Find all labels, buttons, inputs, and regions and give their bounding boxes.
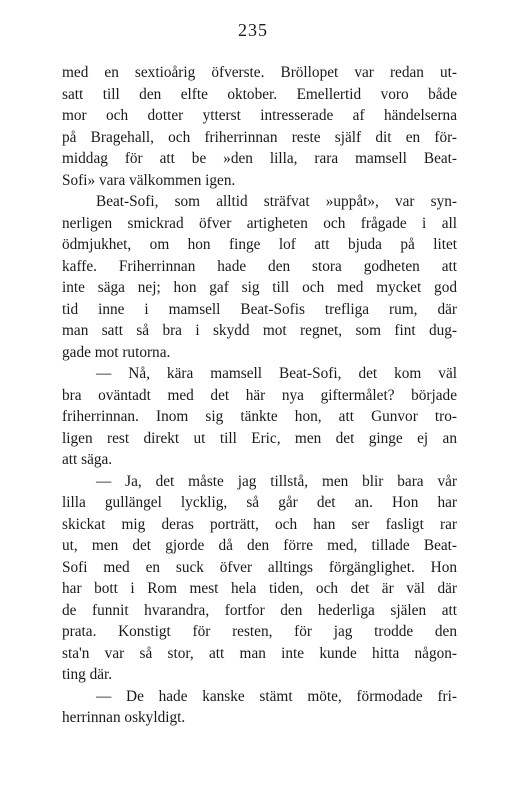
text-line: mor och dotter ytterst intresserade af händelserna xyxy=(62,107,457,124)
text-line: med en sextioårig öfverste. Bröllopet var redan ut- xyxy=(62,64,457,81)
text-line: de funnit hvarandra, fortfor den hederliga själen att xyxy=(62,601,457,619)
text-line: ligen rest direkt ut till Eric, men det ginge ej an xyxy=(62,429,457,447)
text-line: har bott i Rom mest hela tiden, och det är väl där xyxy=(62,580,457,597)
text-line: friherrinnan. Inom sig tänkte hon, att Gunvor tro- xyxy=(62,408,457,425)
text-line: bra oväntadt med det här nya giftermålet? började xyxy=(62,386,457,404)
text-line: skickat mig deras porträtt, och han ser fasligt rar xyxy=(62,515,457,533)
body-text xyxy=(62,62,457,729)
text-line: på Bragehall, och friherrinnan reste själf dit en för- xyxy=(62,128,457,146)
text-line: ödmjukhet, om hon finge lof att bjuda på litet xyxy=(62,236,457,253)
text-line: sta'n var så stor, att man inte kunde hitta någon- xyxy=(62,644,457,662)
text-line: herrinnan oskyldigt. xyxy=(62,709,186,726)
text-line: inte säga nej; hon gaf sig till och med mycket god xyxy=(62,279,457,296)
text-line: gade mot rutorna. xyxy=(62,343,171,361)
text-line: ut, men det gjorde då den förre med, tillade Beat- xyxy=(62,537,457,554)
text-line: — De hade kanske stämt möte, förmodade fri- xyxy=(96,687,457,705)
page-number: 235 xyxy=(238,20,268,40)
text-line: tid inne i mamsell Beat-Sofis trefliga rum, där xyxy=(62,300,457,318)
text-line: att säga. xyxy=(62,451,113,468)
text-line: man satt så bra i skydd mot regnet, som fint dug- xyxy=(62,322,457,339)
text-line: prata. Konstigt för resten, för jag trodde den xyxy=(62,623,457,640)
text-line: Sofi med en suck öfver alltings förgänglighet. Hon xyxy=(62,558,457,576)
text-line: ting där. xyxy=(62,666,113,683)
text-line: middag för att be »den lilla, rara mamsell Beat- xyxy=(62,150,457,167)
text-line: — Nå, kära mamsell Beat-Sofi, det kom väl xyxy=(96,365,457,382)
text-line: nerligen smickrad öfver artigheten och frågade i all xyxy=(62,214,457,232)
text-line: Sofi» vara välkommen igen. xyxy=(62,171,236,189)
text-line: satt till den elfte oktober. Emellertid voro både xyxy=(62,85,457,103)
text-line: — Ja, det måste jag tillstå, men blir bara vår xyxy=(96,472,457,490)
text-line: lilla gullängel lycklig, så går det an. Hon har xyxy=(62,494,457,511)
text-line: Beat-Sofi, som alltid sträfvat »uppåt», var syn- xyxy=(96,193,457,210)
text-line: kaffe. Friherrinnan hade den stora godheten att xyxy=(62,257,457,275)
